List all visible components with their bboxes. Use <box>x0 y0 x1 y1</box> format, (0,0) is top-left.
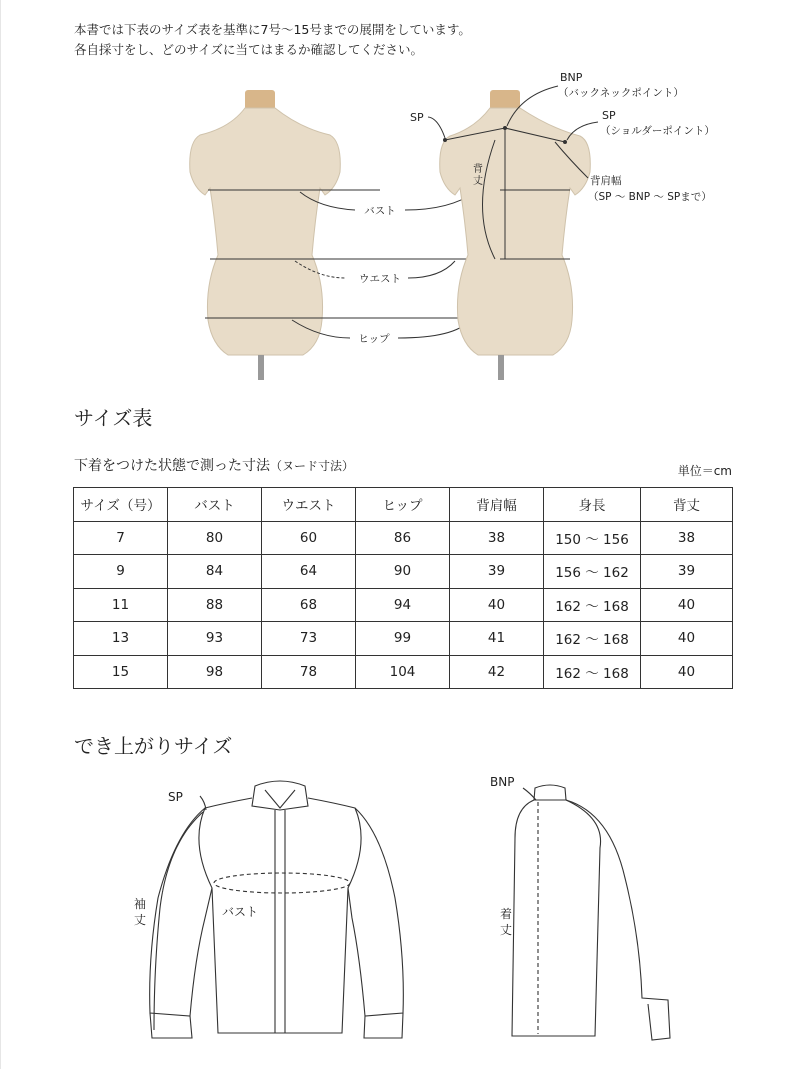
table-cell: 162 ～ 168 <box>544 588 641 622</box>
table-cell: 41 <box>450 622 544 656</box>
table-cell: 39 <box>450 555 544 589</box>
table-cell: 90 <box>356 555 450 589</box>
bnp-label: BNP <box>560 71 583 84</box>
body-length-label-1: 着 <box>500 907 513 921</box>
front-collar <box>252 781 308 810</box>
sp-left-point <box>443 138 447 142</box>
intro-line-2: 各自採寸をし、どのサイズに当てはまるか確認してください。 <box>74 42 424 57</box>
header-back-length: 背丈 <box>641 488 733 522</box>
table-row <box>74 622 733 656</box>
intro-text <box>74 20 471 60</box>
sleeve-length-curve <box>154 812 203 1030</box>
finished-bnp-label: BNP <box>490 775 515 789</box>
table-cell: 40 <box>641 622 733 656</box>
finished-sp-label: SP <box>168 790 183 804</box>
back-length-label-1: 背 <box>473 164 483 175</box>
table-cell: 104 <box>356 655 450 689</box>
table-cell: 162 ～ 168 <box>544 622 641 656</box>
table-cell: 93 <box>168 622 262 656</box>
side-shirt <box>512 785 670 1040</box>
table-cell: 88 <box>168 588 262 622</box>
back-length-label-2: 丈 <box>473 176 483 187</box>
table-cell: 7 <box>74 521 168 555</box>
table-cell: 13 <box>74 622 168 656</box>
size-table <box>73 487 733 689</box>
garment-illustration <box>120 768 760 1058</box>
table-row <box>74 588 733 622</box>
waist-curve-right <box>408 261 455 278</box>
size-table-subtitle <box>74 455 354 475</box>
sp-left-label: SP <box>410 111 424 124</box>
sp-right-point <box>563 140 567 144</box>
front-stand <box>258 355 264 380</box>
table-cell: 78 <box>262 655 356 689</box>
mannequin-svg <box>170 60 730 390</box>
table-cell: 94 <box>356 588 450 622</box>
bnp-desc: （バックネックポイント） <box>558 87 684 99</box>
table-cell: 73 <box>262 622 356 656</box>
collar-v <box>265 790 295 808</box>
front-neck-wood <box>245 90 275 110</box>
side-collar <box>534 785 566 800</box>
table-cell: 42 <box>450 655 544 689</box>
shoulder-width-desc: （SP ～ BNP ～ SPまで） <box>588 191 712 203</box>
size-table-subtitle-note: （ヌード寸法） <box>270 459 355 473</box>
header-waist: ウエスト <box>262 488 356 522</box>
table-row <box>74 555 733 589</box>
header-shoulder-width: 背肩幅 <box>450 488 544 522</box>
sp-right-label: SP <box>602 109 616 122</box>
table-cell: 38 <box>450 521 544 555</box>
table-cell: 39 <box>641 555 733 589</box>
table-cell: 11 <box>74 588 168 622</box>
header-size: サイズ（号） <box>74 488 168 522</box>
table-row <box>74 521 733 555</box>
bust-ellipse <box>214 873 350 893</box>
sp-right-desc: （ショルダーポイント） <box>600 125 715 137</box>
side-body <box>512 800 601 1036</box>
table-cell: 86 <box>356 521 450 555</box>
front-sleeve-right <box>348 808 403 1016</box>
table-cell: 98 <box>168 655 262 689</box>
front-cuff-left <box>150 1013 192 1038</box>
front-shirt <box>150 781 404 1038</box>
back-torso <box>440 108 591 355</box>
finished-size-title: でき上がりサイズ <box>74 734 233 758</box>
header-bust: バスト <box>168 488 262 522</box>
finished-bust-label: バスト <box>222 905 259 919</box>
hip-label: ヒップ <box>358 333 390 345</box>
garment-svg <box>120 768 760 1058</box>
table-cell: 9 <box>74 555 168 589</box>
table-cell: 84 <box>168 555 262 589</box>
size-table-header-row <box>74 488 733 522</box>
back-stand <box>498 355 504 380</box>
bust-label: バスト <box>364 205 396 217</box>
sleeve-length-label-2: 丈 <box>134 913 147 927</box>
table-row <box>74 655 733 689</box>
page-left-edge <box>0 0 1 1069</box>
table-cell: 150 ～ 156 <box>544 521 641 555</box>
front-cuff-right <box>364 1013 403 1038</box>
shoulder-width-label: 背肩幅 <box>590 175 622 187</box>
header-hip: ヒップ <box>356 488 450 522</box>
table-cell: 40 <box>450 588 544 622</box>
table-cell: 68 <box>262 588 356 622</box>
table-cell: 156 ～ 162 <box>544 555 641 589</box>
mannequin-illustration <box>170 60 730 390</box>
back-neck-wood <box>490 90 520 110</box>
size-table-subtitle-main: 下着をつけた状態で測った寸法 <box>74 458 270 474</box>
table-cell: 38 <box>641 521 733 555</box>
sp-left-leader <box>428 117 445 138</box>
table-cell: 99 <box>356 622 450 656</box>
size-table-title: サイズ表 <box>74 406 153 430</box>
waist-label: ウエスト <box>359 273 401 285</box>
table-cell: 80 <box>168 521 262 555</box>
side-sleeve <box>566 800 670 1040</box>
unit-label: 単位＝cm <box>677 464 732 478</box>
table-cell: 40 <box>641 655 733 689</box>
back-mannequin <box>410 71 715 380</box>
sleeve-length-label-1: 袖 <box>134 897 147 911</box>
table-cell: 15 <box>74 655 168 689</box>
intro-line-1: 本書では下表のサイズ表を基準に7号～15号までの展開をしています。 <box>74 22 471 37</box>
table-cell: 64 <box>262 555 356 589</box>
body-length-label-2: 丈 <box>500 923 513 937</box>
table-cell: 162 ～ 168 <box>544 655 641 689</box>
table-cell: 40 <box>641 588 733 622</box>
table-cell: 60 <box>262 521 356 555</box>
header-height: 身長 <box>544 488 641 522</box>
